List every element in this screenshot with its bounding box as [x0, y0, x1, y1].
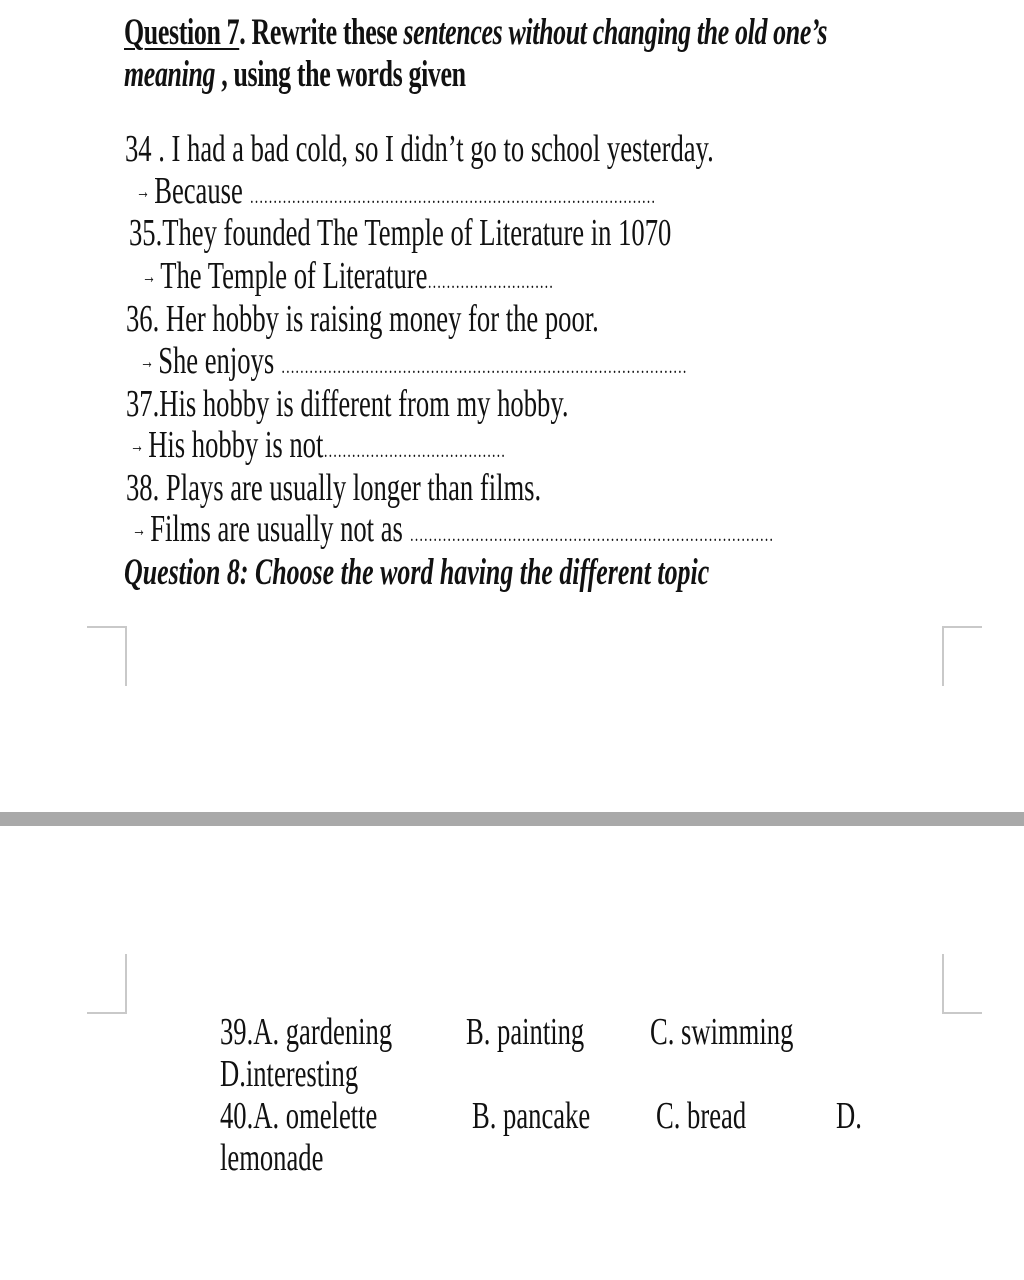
item-35-prompt: 35.They founded The Temple of Literature in 1070 [129, 212, 672, 254]
arrow-icon: → [130, 435, 144, 458]
q39-option-c: C. swimming [650, 1011, 794, 1053]
crop-mark-top-right [942, 626, 982, 686]
item-38-answer-line: → Films are usually not as …………………………………………………………………… [132, 506, 1024, 552]
q40-option-d-label: D. [836, 1095, 862, 1137]
answer-blank: …………………………………………………………………………… [249, 186, 656, 208]
item-36-prompt: 36. Her hobby is raising money for the poor. [126, 298, 599, 340]
q39-option-a: 39.A. gardening [220, 1011, 393, 1053]
crop-mark-bottom-left [87, 954, 127, 1014]
answer-blank: …………………………………………………………………………… [280, 356, 687, 378]
answer-blank: ……………………… [427, 271, 554, 293]
arrow-icon: → [142, 266, 156, 289]
answer-blank: ………………………………… [323, 440, 506, 462]
item-38-prompt: 38. Plays are usually longer than films. [126, 467, 542, 509]
q40-option-c: C. bread [656, 1095, 747, 1137]
question-7-label: Question 7 [124, 12, 240, 53]
crop-mark-top-left [87, 626, 127, 686]
q40-option-d-word: lemonade [220, 1137, 324, 1179]
q39-option-b: B. painting [466, 1011, 585, 1053]
item-37-answer-line: → His hobby is not………………………………… [130, 422, 666, 468]
q39-option-d: D.interesting [220, 1053, 359, 1095]
page-gap-divider [0, 812, 1024, 826]
question-7-italic: sentences without changing the old one’s [403, 12, 828, 53]
item-34-answer-line: → Because …………………………………………………………………………… [136, 168, 878, 214]
arrow-icon: → [136, 181, 150, 204]
question-7-heading: Question 7. Rewrite these sentences without changing the old one’s [124, 12, 828, 53]
item-37-prompt: 37.His hobby is different from my hobby. [126, 383, 569, 425]
item-34-prompt: 34 . I had a bad cold, so I didn’t go to school yesterday. [125, 128, 714, 170]
question-8-heading: Question 8: Choose the word having the different topic [124, 552, 710, 593]
answer-blank: …………………………………………………………………… [409, 524, 774, 546]
question-7-heading-cont: meaning , using the words given [124, 54, 466, 95]
document-page-2 [0, 826, 1024, 1280]
q40-option-b: B. pancake [472, 1095, 591, 1137]
q40-option-a: 40.A. omelette [220, 1095, 378, 1137]
item-35-answer-line: → The Temple of Literature……………………… [142, 253, 730, 299]
arrow-icon: → [140, 351, 154, 374]
item-36-answer-line: → She enjoys …………………………………………………………………………… [140, 338, 921, 384]
crop-mark-bottom-right [942, 954, 982, 1014]
arrow-icon: → [132, 519, 146, 542]
